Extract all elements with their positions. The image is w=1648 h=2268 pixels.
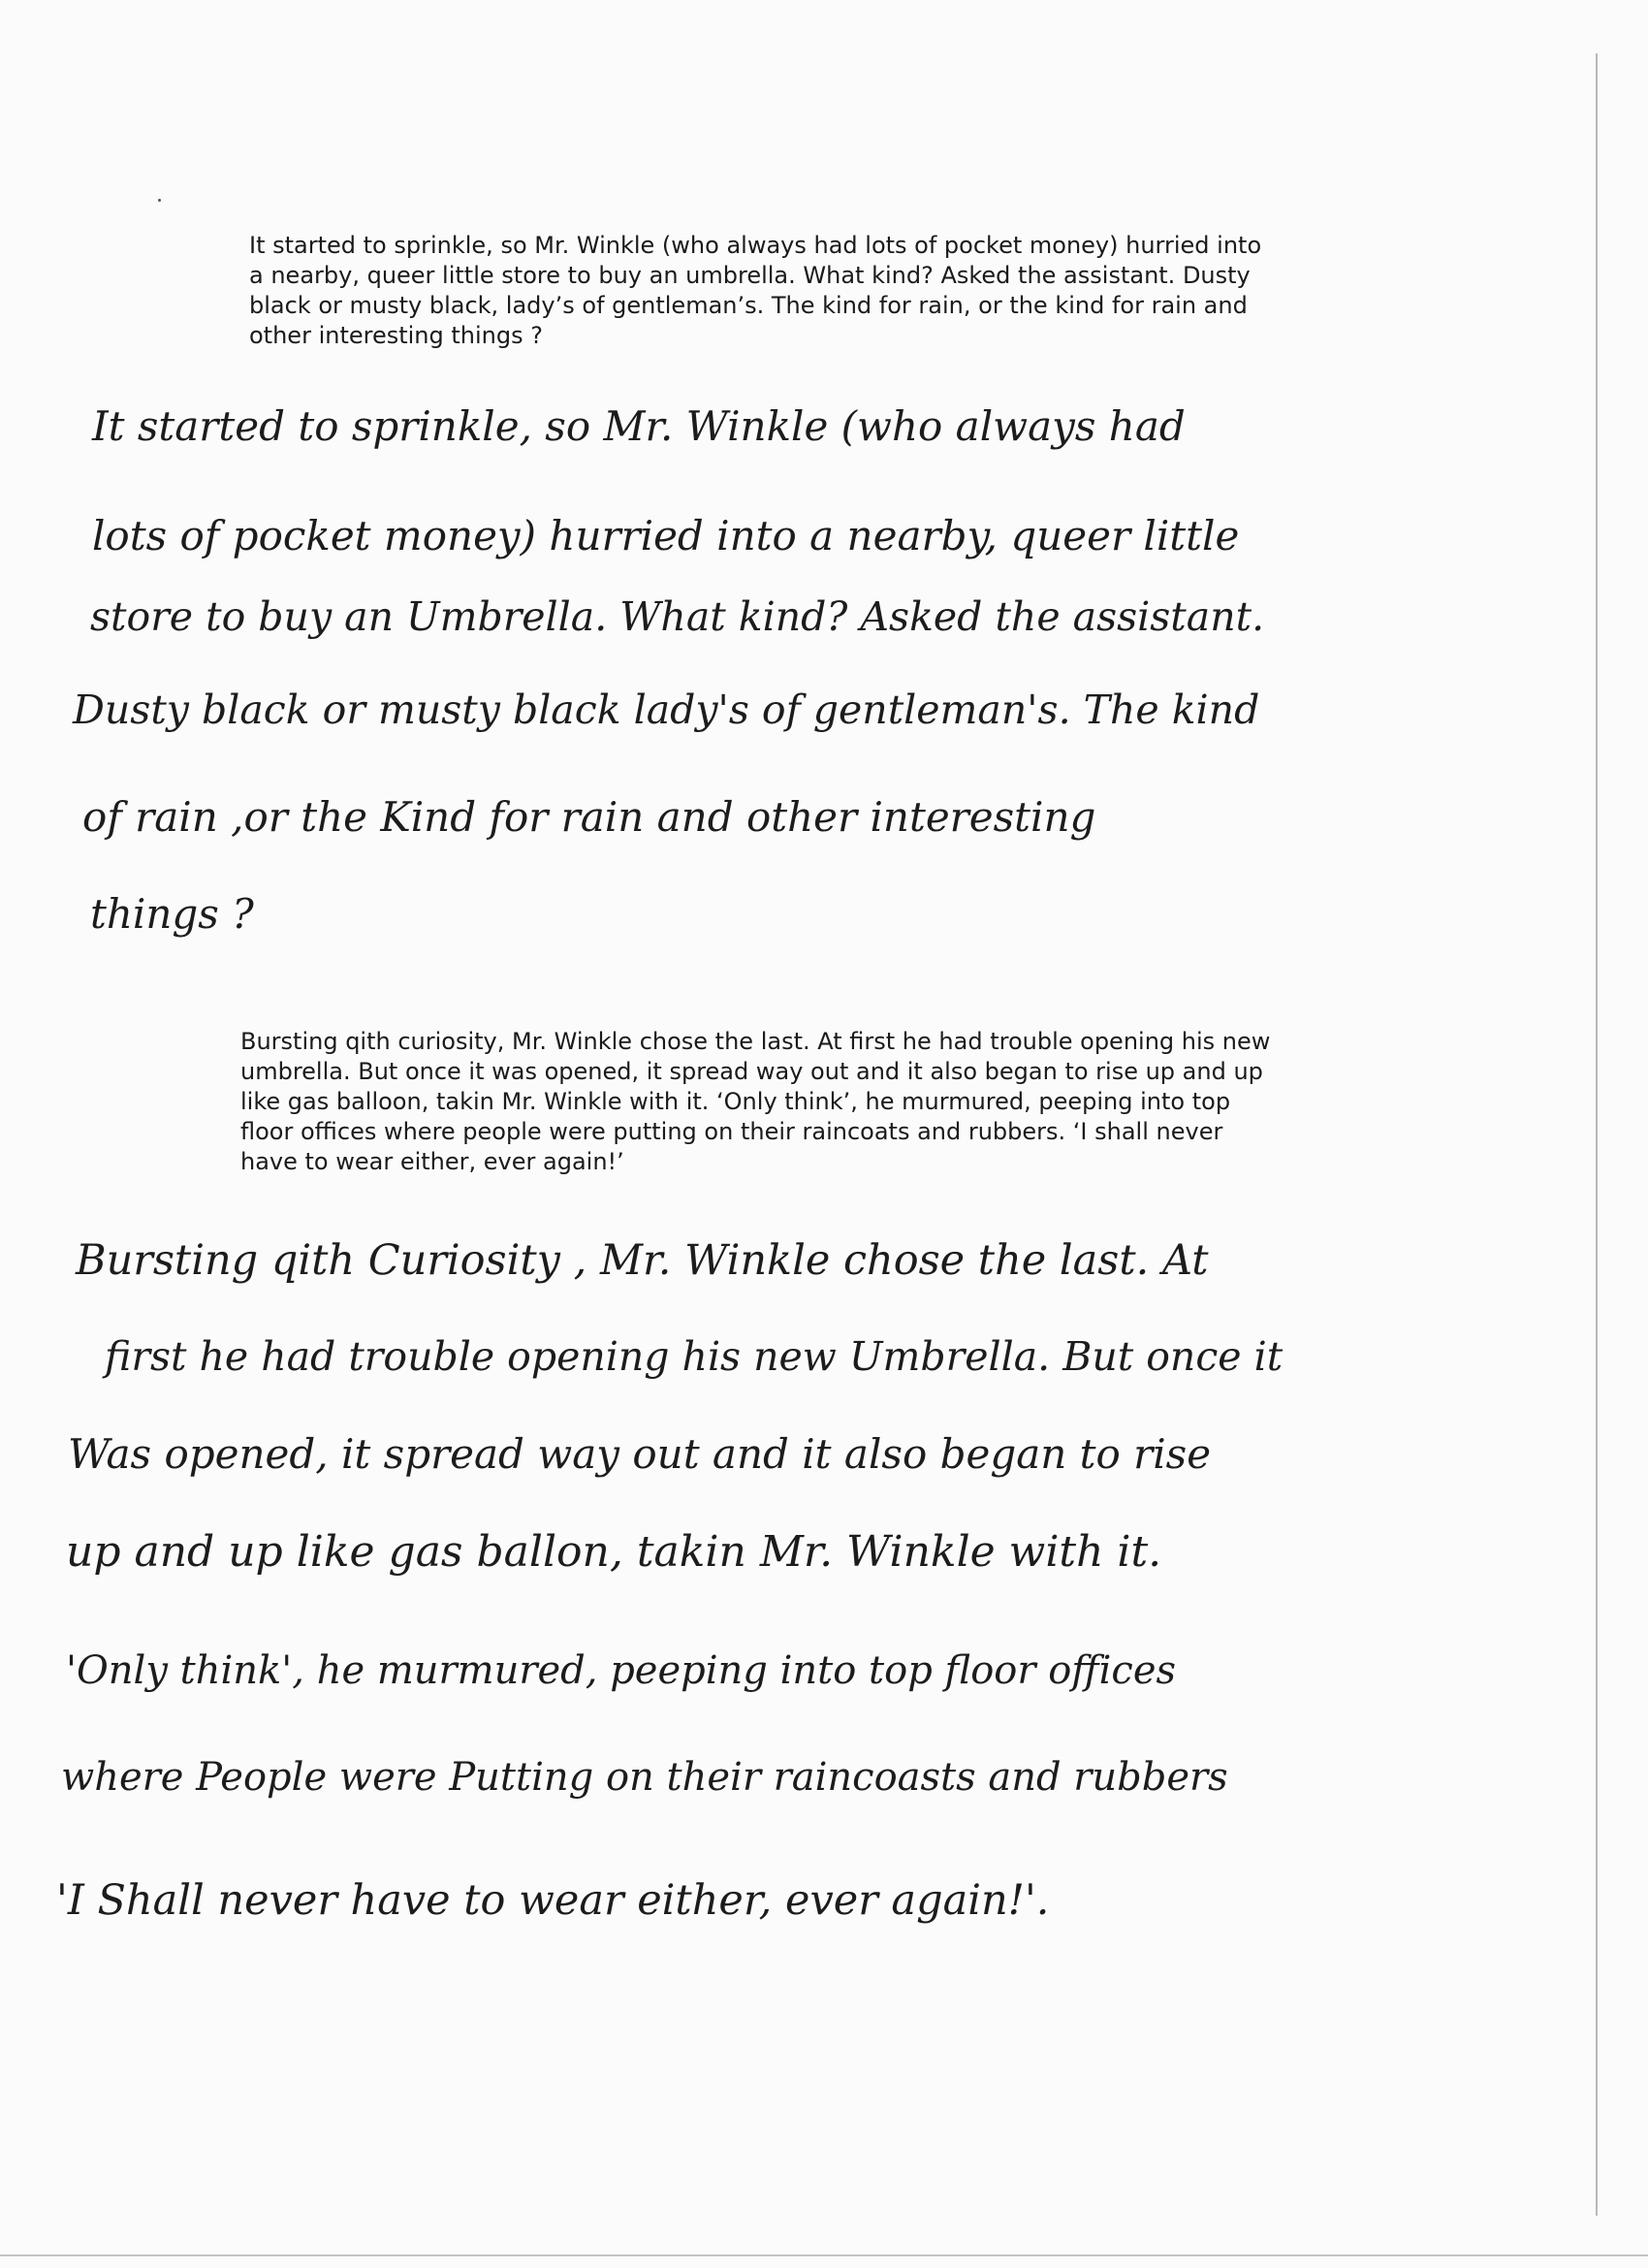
handwritten-line: 'Only think', he murmured, peeping into top floor offices bbox=[66, 1648, 1177, 1693]
handwritten-line: of rain ,or the Kind for rain and other interesting bbox=[82, 793, 1096, 841]
handwritten-line: first he had trouble opening his new Umbrella. But once it bbox=[105, 1333, 1284, 1380]
printed-line: It started to sprinkle, so Mr. Winkle (who always had lots of pocket money) hurried into bbox=[249, 232, 1262, 259]
printed-line: have to wear either, ever again!’ bbox=[240, 1148, 624, 1175]
page-bottom-edge bbox=[0, 2254, 1648, 2256]
handwritten-line: things ? bbox=[90, 890, 254, 938]
handwritten-line: where People were Putting on their raincoasts and rubbers bbox=[61, 1755, 1228, 1800]
page-right-edge bbox=[1596, 53, 1598, 2216]
printed-line: black or musty black, lady’s of gentleman’s. The kind for rain, or the kind for rain and bbox=[249, 292, 1248, 319]
printed-line: floor offices where people were putting on their raincoats and rubbers. ‘I shall never bbox=[240, 1118, 1223, 1145]
handwritten-line: Was opened, it spread way out and it also began to rise bbox=[68, 1430, 1212, 1478]
handwritten-line: Dusty black or musty black lady's of gentleman's. The kind bbox=[73, 687, 1260, 733]
printed-passage-1 bbox=[249, 231, 1261, 351]
printed-line: like gas balloon, takin Mr. Winkle with it. ‘Only think’, he murmured, peeping into top bbox=[240, 1088, 1231, 1115]
handwritten-line: store to buy an Umbrella. What kind? Asked the assistant. bbox=[90, 593, 1265, 640]
printed-passage-2 bbox=[240, 1027, 1270, 1177]
printed-line: Bursting qith curiosity, Mr. Winkle chose the last. At first he had trouble opening his new bbox=[240, 1028, 1271, 1055]
handwritten-line: up and up like gas ballon, takin Mr. Winkle with it. bbox=[66, 1527, 1162, 1577]
handwritten-line: Bursting qith Curiosity , Mr. Winkle chose the last. At bbox=[76, 1236, 1209, 1285]
scan-speck bbox=[158, 199, 161, 202]
printed-line: a nearby, queer little store to buy an umbrella. What kind? Asked the assistant. Dusty bbox=[249, 262, 1251, 289]
printed-line: other interesting things ? bbox=[249, 322, 543, 349]
handwritten-line: 'I Shall never have to wear either, ever again!'. bbox=[56, 1876, 1050, 1925]
handwritten-line: lots of pocket money) hurried into a nearby, queer little bbox=[92, 512, 1240, 559]
handwritten-line: It started to sprinkle, so Mr. Winkle (who always had bbox=[92, 402, 1186, 450]
printed-line: umbrella. But once it was opened, it spread way out and it also began to rise up and up bbox=[240, 1058, 1263, 1085]
